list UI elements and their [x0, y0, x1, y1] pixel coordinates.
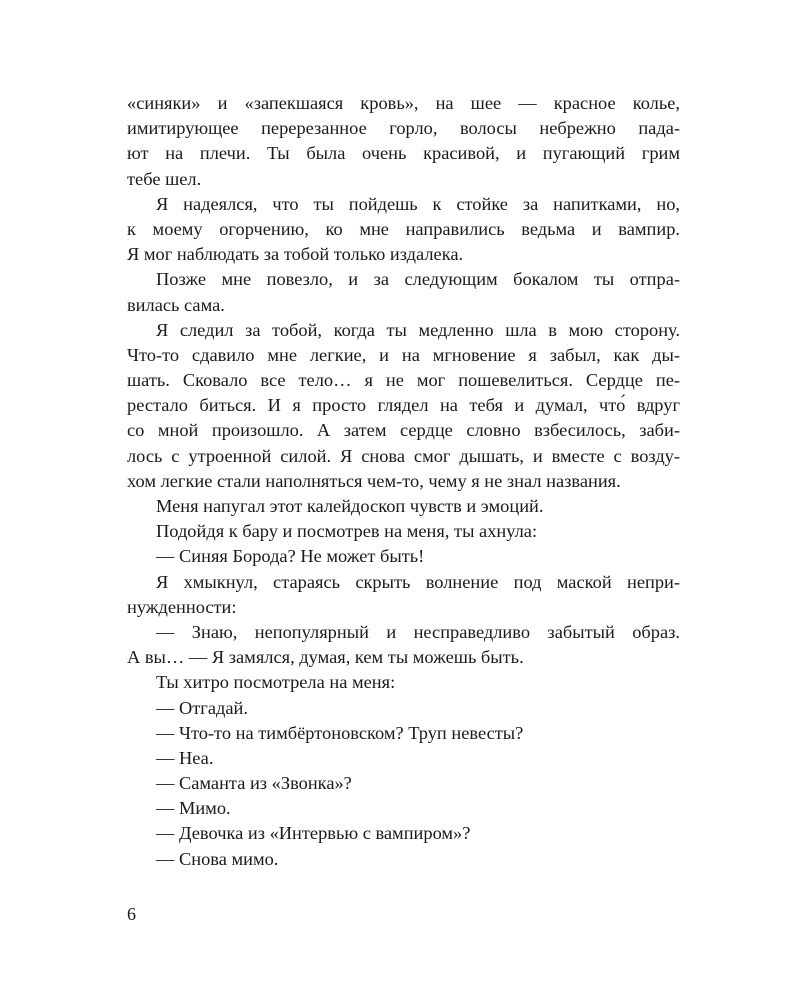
- text-line: — Саманта из «Звонка»?: [156, 773, 352, 794]
- text-line: — Неа.: [156, 747, 214, 768]
- text-line: Позже мне повезло, и за следующим бокалом ты отпра-: [156, 269, 680, 290]
- page-number: 6: [127, 904, 136, 924]
- text-line: — Синяя Борода? Не может быть!: [156, 546, 425, 567]
- text-line: «синяки» и «запекшаяся кровь», на шее — красное колье,: [127, 93, 680, 113]
- text-line: лось с утроенной силой. Я снова смог дышать, и вместе с возду-: [127, 445, 680, 466]
- text-line: — Что-то на тимбёртоновском? Труп невесты?: [156, 722, 524, 743]
- text-line: Я следил за тобой, когда ты медленно шла в мою сторону.: [156, 319, 680, 340]
- text-line: Ты хитро посмотрела на меня:: [156, 672, 396, 693]
- text-line: Я мог наблюдать за тобой только издалека.: [127, 244, 464, 265]
- text-line: Я надеялся, что ты пойдешь к стойке за напитками, но,: [156, 193, 680, 214]
- text-line: Подойдя к бару и посмотрев на меня, ты ахнула:: [156, 521, 538, 542]
- text-line: тебе шел.: [127, 168, 202, 189]
- text-line: со мной произошло. А затем сердце словно взбесилось, заби-: [127, 420, 680, 441]
- text-line: — Знаю, непопулярный и несправедливо забытый образ.: [156, 621, 680, 642]
- text-line: вилась сама.: [127, 294, 225, 315]
- text-line: Меня напугал этот калейдоскоп чувств и эмоций.: [156, 496, 544, 516]
- text-line: — Девочка из «Интервью с вампиром»?: [156, 823, 471, 844]
- text-line: Я хмыкнул, стараясь скрыть волнение под маской непри-: [156, 571, 680, 592]
- body-text: [127, 91, 680, 872]
- text-line: рестало биться. И я просто глядел на тебя и думал, что́ вдруг: [127, 395, 680, 416]
- text-line: к моему огорчению, ко мне направились ведьма и вампир.: [127, 218, 680, 239]
- text-line: нужденности:: [127, 596, 237, 617]
- text-line: ют на плечи. Ты была очень красивой, и пугающий грим: [127, 143, 680, 164]
- text-line: Что-то сдавило мне легкие, и на мгновение я забыл, как ды-: [127, 344, 680, 365]
- text-line: хом легкие стали наполняться чем-то, чему я не знал названия.: [127, 470, 621, 491]
- text-line: — Снова мимо.: [156, 848, 279, 869]
- text-line: — Отгадай.: [156, 697, 248, 718]
- text-line: А вы… — Я замялся, думая, кем ты можешь быть.: [127, 647, 524, 668]
- text-line: — Мимо.: [156, 798, 231, 819]
- text-line: шать. Сковало все тело… я не мог пошевелиться. Сердце пе-: [127, 370, 680, 391]
- text-line: имитирующее перерезанное горло, волосы небрежно пада-: [127, 118, 680, 139]
